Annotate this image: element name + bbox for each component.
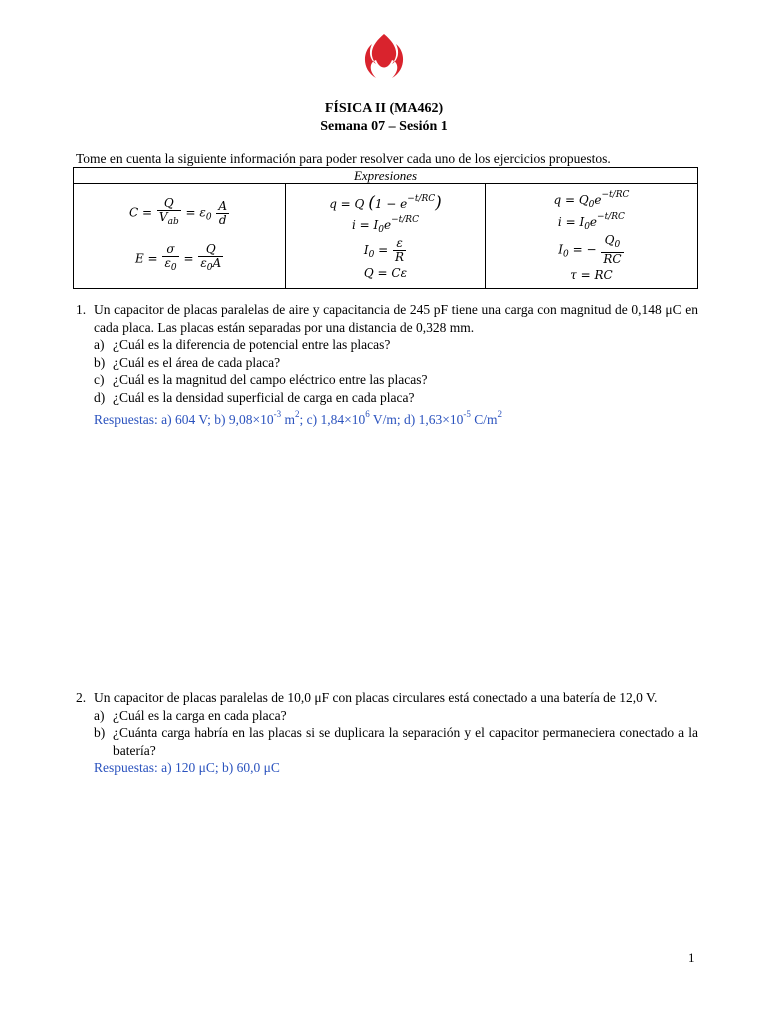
question-2 — [76, 689, 698, 777]
question-number: 1. — [76, 302, 87, 317]
item-letter: a) — [94, 337, 105, 352]
intro-text: Tome en cuenta la siguiente información para poder resolver cada uno de los ejercicios propuestos. — [76, 151, 611, 166]
question-text: Un capacitor de placas paralelas de aire y capacitancia de 245 pF tiene una carga con magnitud de 0,148 μC en cada placa. Las placas están separadas por una distancia de 0,328 mm. — [94, 302, 698, 335]
session-title: Semana 07 – Sesión 1 — [320, 119, 448, 134]
time-constant-formula: τ = RC — [570, 268, 613, 282]
formula-cell-charging — [286, 184, 486, 289]
charging-current-formula: $i = I_0e^{-t/RC}$ — [352, 214, 419, 235]
charging-final-charge-formula: Q = Cε — [363, 265, 408, 280]
item-letter: d) — [94, 389, 106, 405]
question-text: Un capacitor de placas paralelas de 10,0 μF con placas circulares está conectado a una batería de 12,0 V. — [94, 690, 658, 705]
formula-table — [73, 167, 698, 289]
item-letter: b) — [94, 354, 106, 370]
table-heading: Expresiones — [74, 168, 698, 184]
course-title: FÍSICA II (MA462) — [324, 101, 444, 116]
item-text: ¿Cuánta carga habría en las placas si se duplicara la separación y el capacitor permaneciera conectado a la batería? — [113, 725, 698, 758]
capacitance-formula: C = $\frac{Q}{V_{ab}}$ = $\varepsilon_0$ $\frac{A}{d}$ — [129, 196, 228, 227]
charging-charge-formula: q = Q $(1 - e^{-t/RC})$ — [329, 192, 442, 213]
item-letter: a) — [94, 707, 105, 723]
discharging-charge-formula: $q = Q_0e^{-t/RC}$ — [553, 190, 630, 210]
discharging-initial-current-formula: $I_0$ = − $\frac{Q_0}{RC}$ — [558, 233, 622, 266]
question-number: 2. — [76, 690, 87, 705]
question-1 — [76, 301, 698, 429]
item-text: ¿Cuál es la magnitud del campo eléctrico entre las placas? — [113, 372, 428, 387]
charging-initial-current-formula: $I_0$ = $\frac{\varepsilon}{R}$ — [363, 235, 405, 264]
item-text: ¿Cuál es la densidad superficial de carga en cada placa? — [113, 389, 415, 405]
answer-line: Respuestas: a) 604 V; b) $9,08\times 10^{-3}$ $m^2$; c) $1,84\times 10^6$ V/m; d) $1,63\times 10^{-5}$ $C/m^2$ — [94, 409, 502, 427]
item-text: ¿Cuál es el área de cada placa? — [113, 354, 281, 370]
item-text: ¿Cuál es la diferencia de potencial entre las placas? — [113, 337, 391, 352]
formula-cell-discharging — [485, 184, 697, 289]
page-number: 1 — [688, 950, 695, 965]
item-text: ¿Cuál es la carga en cada placa? — [113, 707, 287, 723]
item-letter: c) — [94, 372, 105, 387]
university-logo — [356, 30, 412, 86]
item-letter: b) — [94, 725, 106, 740]
discharging-current-formula: $i = I_0e^{-t/RC}$ — [557, 212, 625, 232]
answer-line: Respuestas: a) 120 μC; b) 60,0 μC — [94, 760, 280, 775]
formula-cell-capacitance — [74, 184, 286, 289]
field-formula: E = $\frac{\sigma}{\varepsilon_0}$ = $\frac{Q}{\varepsilon_0A}$ — [134, 242, 222, 273]
